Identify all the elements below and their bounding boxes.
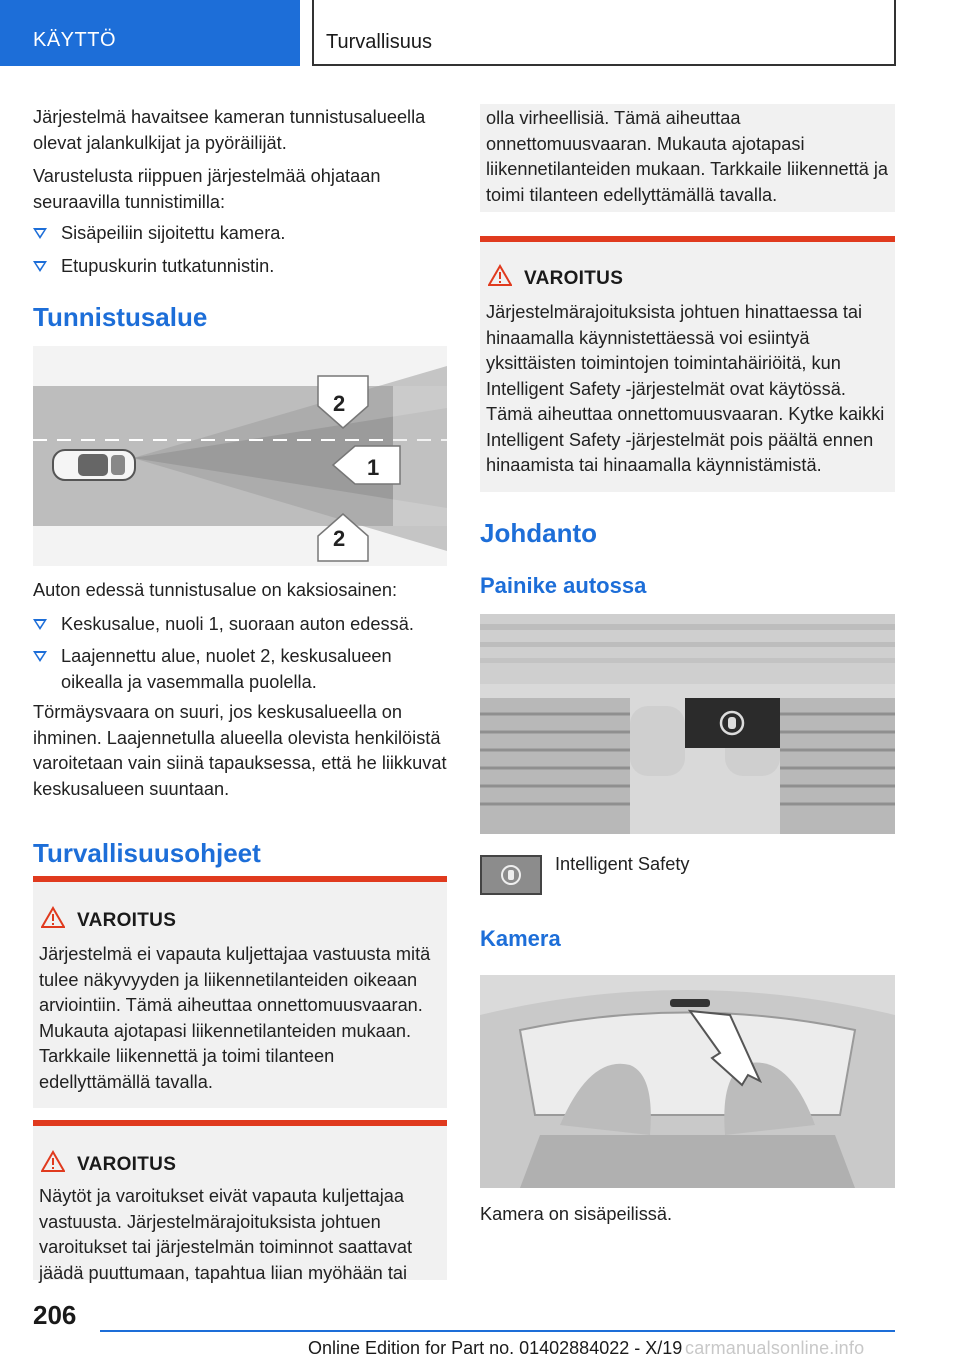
chapter-tab[interactable]	[0, 0, 300, 66]
car-interior-illustration	[480, 975, 895, 1188]
button-photo	[480, 614, 895, 834]
label-2-top: 2	[333, 391, 346, 416]
bullet-triangle-icon	[33, 651, 47, 662]
bullet-triangle-icon	[33, 619, 47, 630]
warning-title: VAROITUS	[77, 910, 177, 931]
label-1: 1	[367, 455, 380, 480]
warning-body: Näytöt ja varoitukset eivät vapauta kuljettajaa vastuusta. Järjestelmärajoituksista johtuen varoitukset tai järjestelmän toiminnot saattavat jäädä puuttumaan, tapahtua liian myöhään tai	[39, 1186, 413, 1283]
list-item: Sisäpeiliin sijoitettu kamera.	[33, 221, 447, 247]
warning-triangle-icon	[41, 906, 65, 928]
heading-camera: Kamera	[480, 926, 561, 951]
dashboard-vents-illustration	[480, 614, 895, 834]
car-icon	[53, 450, 135, 480]
list-item: Laajennettu alue, nuolet 2, keskusalueen oikealla ja vasemmalla puolella.	[33, 644, 447, 695]
warning-triangle-icon	[41, 1150, 65, 1172]
camera-photo	[480, 975, 895, 1188]
detection-paragraph: Auton edessä tunnistusalue on kaksiosainen:	[33, 580, 397, 600]
edition-text: Online Edition for Part no. 01402884022 - X/19	[308, 1338, 683, 1358]
bullet-triangle-icon	[33, 261, 47, 272]
intro-paragraph-2: Varustelusta riippuen järjestelmää ohjataan seuraavilla tunnistimilla:	[33, 166, 381, 212]
bullet-triangle-icon	[33, 228, 47, 239]
warning-box-2-continued	[480, 104, 895, 212]
button-label: Intelligent Safety	[555, 854, 690, 874]
warning-box-3	[480, 236, 895, 492]
heading-detection-area: Tunnistusalue	[33, 302, 208, 332]
section-title: Turvallisuus	[326, 31, 432, 53]
warning-body: Järjestelmärajoituksista johtuen hinattaessa tai hinaamalla käynnistettäessä voi esiintyä yksittäisten toimintojen toimintahäiriöitä, kun Intelligent Safety -järjestelmät ovat käytössä. Tämä aiheuttaa onnettomuusvaaran. Kytke kaikki Intelligent Safety -järjestelmät pois päältä ennen hinaamista tai hinaamalla käynnistämistä.	[486, 302, 885, 475]
intelligent-safety-icon	[482, 857, 540, 893]
warning-body: olla virheellisiä. Tämä aiheuttaa onnettomuusvaaran. Mukauta ajotapasi liikennetilanteiden mukaan. Tarkkaile liikennettä ja toimi tilanteen edellyttämällä tavalla.	[486, 108, 889, 205]
footer-divider	[100, 1330, 895, 1332]
warning-title: VAROITUS	[524, 268, 624, 289]
section-header	[312, 0, 896, 66]
camera-icon	[670, 999, 710, 1007]
detection-area-figure	[33, 346, 447, 566]
watermark: carmanualsonline.info	[685, 1338, 865, 1358]
page-number: 206	[33, 1300, 77, 1330]
heading-button-in-car: Painike autossa	[480, 573, 647, 598]
heading-introduction: Johdanto	[480, 518, 597, 548]
label-2-bottom: 2	[333, 526, 346, 551]
chapter-title: KÄYTTÖ	[33, 29, 117, 51]
warning-box-2	[33, 1120, 447, 1283]
warning-body: Järjestelmä ei vapauta kuljettajaa vastuusta mitä tulee näkyvyyden ja liikennetilanteiden oikeaan arviointiin. Tämä aiheuttaa onnettomuusvaaran. Mukauta ajotapasi liikennetilanteiden mukaan. Tarkkaile liikennettä ja toimi tilanteen edellyttämällä tavalla.	[39, 944, 431, 1092]
camera-caption: Kamera on sisäpeilissä.	[480, 1204, 673, 1224]
warning-box-1	[33, 876, 447, 1108]
warning-triangle-icon	[488, 264, 512, 286]
warning-title: VAROITUS	[77, 1154, 177, 1175]
intelligent-safety-button-image	[480, 855, 542, 895]
intro-paragraph-1: Järjestelmä havaitsee kameran tunnistusalueella olevat jalankulkijat ja pyöräilijät.	[33, 107, 426, 153]
collision-paragraph: Törmäysvaara on suuri, jos keskusalueella on ihminen. Laajennetulla alueella olevista henkilöistä varoitetaan vain siinä tapauksessa, että he liikkuvat keskusalueen suuntaan.	[33, 702, 447, 799]
list-item: Keskusalue, nuoli 1, suoraan auton edessä.	[33, 612, 447, 638]
list-item: Etupuskurin tutkatunnistin.	[33, 254, 447, 280]
detection-area-illustration	[33, 346, 447, 566]
heading-safety-instructions: Turvallisuusohjeet	[33, 838, 261, 868]
